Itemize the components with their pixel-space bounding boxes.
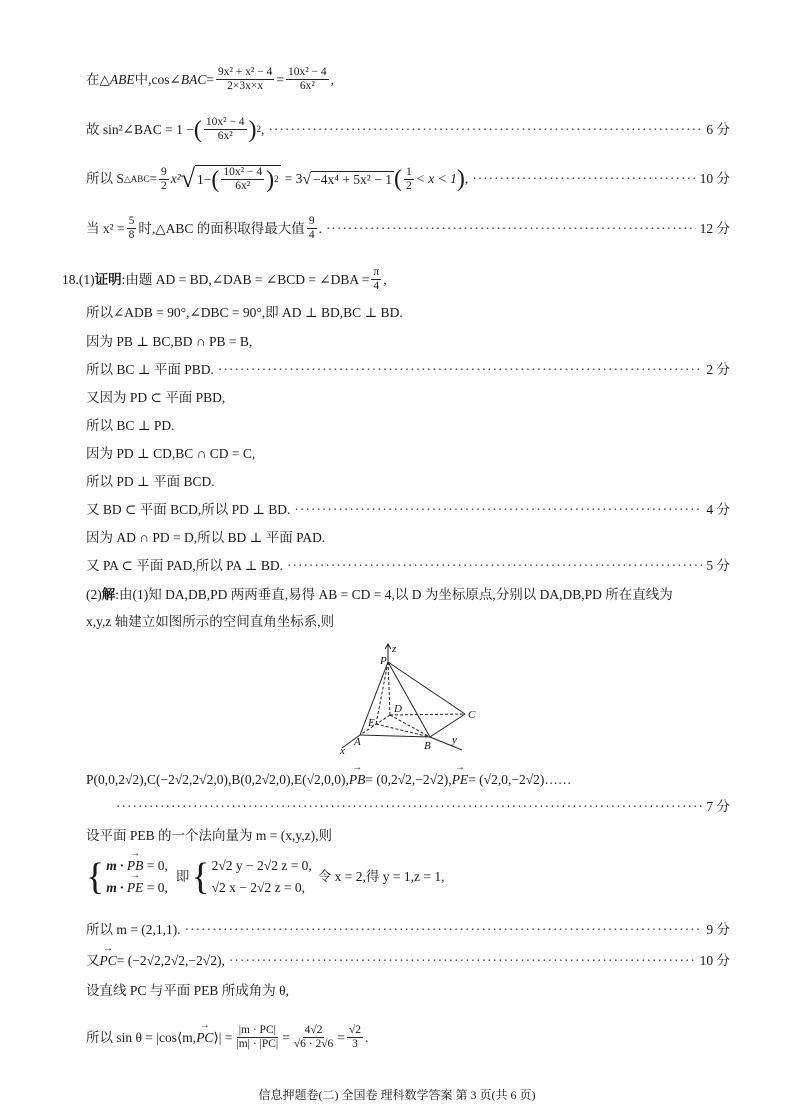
fraction bbox=[216, 66, 274, 93]
proof-label: 证明 bbox=[94, 271, 122, 287]
text: = 0, bbox=[143, 858, 168, 873]
brace: { bbox=[86, 856, 105, 899]
text: 所以 PD ⊥ 平面 BCD. bbox=[86, 474, 215, 489]
numerator: 1 bbox=[404, 166, 414, 180]
sin-theta-line bbox=[86, 1024, 730, 1051]
fraction bbox=[127, 215, 137, 242]
text: 即 bbox=[175, 869, 190, 885]
leader-dots bbox=[218, 362, 703, 378]
denominator: 2 bbox=[405, 179, 412, 192]
part2-head-cont bbox=[86, 614, 730, 630]
text: 设直线 PC 与平面 PEB 所成角为 θ, bbox=[86, 983, 289, 998]
score: 6 分 bbox=[706, 121, 730, 137]
text: 在△ bbox=[86, 71, 110, 87]
line-cos-bac bbox=[86, 66, 730, 93]
edge-pd bbox=[388, 662, 390, 715]
text: = bbox=[206, 71, 214, 87]
pc-vector-line bbox=[86, 953, 730, 969]
leader-dots bbox=[185, 922, 703, 938]
numerator: π bbox=[371, 266, 381, 280]
fraction bbox=[292, 1024, 335, 1051]
vector-pe: → PE bbox=[452, 772, 469, 788]
numerator: 9 bbox=[159, 166, 169, 180]
radical: √ bbox=[180, 164, 196, 194]
leader-dots bbox=[294, 502, 702, 518]
text: 所以 S bbox=[86, 171, 124, 187]
system-left bbox=[86, 856, 168, 899]
coords-line bbox=[86, 772, 730, 788]
proof-line bbox=[86, 362, 730, 378]
numerator: 10x² − 4 bbox=[286, 66, 329, 80]
label-x: x bbox=[340, 745, 345, 755]
paren: ) bbox=[266, 166, 275, 193]
text: 2√2 y − 2√2 z = 0, bbox=[211, 858, 312, 873]
label-d: D bbox=[394, 703, 402, 715]
denominator: 2 bbox=[160, 179, 167, 192]
text: , bbox=[383, 271, 387, 287]
proof-line bbox=[86, 446, 730, 462]
text: 所以 m = (2,1,1). bbox=[86, 922, 181, 937]
vector-pc: → PC bbox=[196, 1030, 213, 1046]
denominator: |m| · |PC| bbox=[236, 1038, 279, 1051]
proof-line bbox=[86, 305, 730, 321]
pyramid-diagram bbox=[330, 640, 490, 755]
text: ⟩| = bbox=[213, 1029, 233, 1045]
paren: ( bbox=[211, 166, 220, 193]
fraction bbox=[347, 1024, 363, 1051]
edge-ab bbox=[360, 735, 430, 737]
text: :由题 AD = BD,∠DAB = ∠BCD = ∠DBA = bbox=[121, 271, 370, 287]
text: 所以 BC ⊥ 平面 PBD. bbox=[86, 362, 214, 377]
page-footer: 信息押题卷(二) 全国卷 理科数学答案 第 3 页(共 6 页) bbox=[258, 1088, 536, 1102]
m-result-line bbox=[86, 922, 730, 938]
text: P(0,0,2√2),C(−2√2,2√2,0),B(0,2√2,0),E(√2,0,0), bbox=[86, 772, 349, 787]
fraction bbox=[204, 116, 247, 143]
numerator: 9 bbox=[307, 215, 317, 229]
numerator: |m · PC| bbox=[237, 1024, 278, 1038]
text: = (0,2√2,−2√2), bbox=[365, 772, 452, 787]
denominator: √6 · 2√6 bbox=[293, 1038, 334, 1051]
fraction bbox=[371, 266, 381, 293]
text: 因为 PD ⊥ CD,BC ∩ CD = C, bbox=[86, 446, 256, 461]
question-number: 18.(1) bbox=[62, 271, 95, 287]
denominator: 4 bbox=[373, 280, 380, 293]
fraction bbox=[307, 215, 317, 242]
text: (2) bbox=[86, 587, 102, 602]
text: 令 x = 2,得 y = 1,z = 1, bbox=[317, 869, 445, 885]
text: 因为 AD ∩ PD = D,所以 BD ⊥ 平面 PAD. bbox=[86, 530, 326, 545]
system-right bbox=[191, 856, 312, 899]
label-c: C bbox=[468, 709, 476, 721]
text: BAC bbox=[180, 71, 207, 87]
text: m · bbox=[106, 858, 127, 873]
fraction bbox=[404, 166, 414, 193]
denominator: 6x² bbox=[217, 130, 233, 143]
text: 又因为 PD ⊂ 平面 PBD, bbox=[86, 390, 226, 405]
vector-pe: → PE bbox=[127, 880, 144, 896]
text: . bbox=[365, 1029, 369, 1045]
proof-line bbox=[86, 474, 730, 490]
proof-line bbox=[86, 502, 730, 518]
score: 4 分 bbox=[706, 502, 730, 517]
text: ABE bbox=[109, 71, 135, 87]
score: 12 分 bbox=[699, 220, 730, 236]
paren: ( bbox=[193, 116, 202, 143]
text: = (√2,0,−2√2)…… bbox=[468, 772, 572, 787]
denominator: 6x² bbox=[299, 80, 315, 93]
text: = 0, bbox=[143, 880, 168, 896]
score: 9 分 bbox=[706, 922, 730, 937]
numerator: 9x² + x² − 4 bbox=[216, 66, 274, 80]
label-y: y bbox=[452, 734, 457, 746]
numerator: √2 bbox=[347, 1024, 363, 1038]
pyramid-figure bbox=[330, 640, 490, 759]
edge-bc bbox=[430, 714, 465, 737]
proof-line bbox=[86, 334, 730, 350]
proof-line bbox=[86, 418, 730, 434]
text: 故 sin²∠BAC = 1 − bbox=[86, 121, 194, 137]
part2-head bbox=[86, 587, 730, 603]
sqrt-body bbox=[195, 165, 281, 193]
exponent: 2 bbox=[274, 174, 279, 185]
text: = 3 bbox=[284, 171, 303, 187]
text: :由(1)知 DA,DB,PD 两两垂直,易得 AB = CD = 4,以 D 为坐标原点,分别以 DA,DB,PD 所在直线为 bbox=[115, 587, 673, 602]
theta-line bbox=[86, 983, 730, 999]
fraction bbox=[286, 66, 329, 93]
edge-eb bbox=[376, 724, 430, 737]
text: = bbox=[282, 1029, 290, 1045]
text: 设平面 PEB 的一个法向量为 m = (x,y,z),则 bbox=[86, 828, 332, 843]
leader-dots bbox=[116, 799, 702, 815]
paren: ) bbox=[248, 116, 257, 143]
denominator: 4 bbox=[308, 229, 315, 242]
text: √2 x − 2√2 z = 0, bbox=[211, 880, 306, 896]
numerator: 10x² − 4 bbox=[221, 166, 264, 180]
denominator: 6x² bbox=[235, 180, 251, 193]
coords-score-line bbox=[86, 799, 730, 815]
line-max-area: 当 x² = $\frac{5}{8}$ 时,△ABC 的面积取得最大值 $\frac{9}{4}$ . ····· 12 分 bbox=[86, 215, 730, 242]
denominator: 3 bbox=[352, 1038, 358, 1051]
score: 10 分 bbox=[699, 953, 730, 968]
text: 因为 PB ⊥ BC,BD ∩ PB = B, bbox=[86, 334, 253, 349]
text: 时,△ABC 的面积取得最大值 bbox=[138, 220, 305, 236]
y-axis bbox=[430, 737, 462, 750]
edge-da bbox=[360, 715, 390, 735]
vector-pb: → PB bbox=[349, 772, 366, 788]
text: = (−2√2,2√2,−2√2), bbox=[116, 953, 225, 968]
fraction bbox=[234, 1024, 280, 1051]
normal-vector-line bbox=[86, 828, 730, 844]
solution-label: 解 bbox=[101, 587, 116, 602]
text: = bbox=[149, 171, 157, 187]
subscript: △ABC bbox=[123, 173, 150, 184]
label-e: E bbox=[368, 717, 375, 729]
label-p: P bbox=[380, 655, 387, 667]
equation-system bbox=[86, 856, 730, 899]
text: x,y,z 轴建立如图所示的空间直角坐标系,则 bbox=[86, 614, 335, 629]
text: < x < 1 bbox=[415, 171, 457, 187]
numerator: 4√2 bbox=[303, 1024, 325, 1038]
edge-pe bbox=[376, 662, 388, 724]
text: 所以∠ADB = 90°,∠DBC = 90°,即 AD ⊥ BD,BC ⊥ BD. bbox=[86, 305, 403, 320]
paren: ( bbox=[393, 166, 402, 193]
text: 中,cos∠ bbox=[134, 71, 181, 87]
numerator: 5 bbox=[127, 215, 137, 229]
text: 所以 BC ⊥ PD. bbox=[86, 418, 175, 433]
text: 又 PA ⊂ 平面 PAD,所以 PA ⊥ BD. bbox=[86, 558, 283, 573]
proof-line bbox=[86, 390, 730, 406]
sqrt-body: −4x⁴ + 5x² − 1 bbox=[313, 171, 392, 187]
denominator: 8 bbox=[128, 229, 135, 242]
fraction bbox=[159, 166, 169, 193]
text: 1− bbox=[197, 171, 212, 187]
radical: √ bbox=[302, 170, 312, 188]
proof-line bbox=[86, 530, 730, 546]
text: x² bbox=[170, 171, 181, 187]
leader-dots bbox=[268, 122, 702, 138]
proof-line bbox=[86, 558, 730, 574]
text: 所以 sin θ = |cos⟨m, bbox=[86, 1029, 197, 1045]
leader-dots bbox=[229, 953, 696, 969]
text: 当 x² = bbox=[86, 220, 125, 236]
leader-dots bbox=[326, 221, 696, 237]
paren: ) bbox=[456, 166, 465, 193]
label-z: z bbox=[392, 643, 397, 655]
score: 5 分 bbox=[706, 558, 730, 573]
q18-part1-head bbox=[62, 266, 730, 293]
numerator: 10x² − 4 bbox=[204, 116, 247, 130]
label-b: B bbox=[424, 740, 431, 752]
fraction bbox=[221, 166, 264, 193]
brace: { bbox=[191, 856, 210, 899]
label-a: A bbox=[354, 736, 361, 748]
text: 又 bbox=[86, 953, 100, 968]
text: = bbox=[276, 71, 284, 87]
denominator: 2×3x×x bbox=[227, 80, 264, 93]
score: 2 分 bbox=[706, 362, 730, 377]
text: , bbox=[330, 71, 335, 87]
exponent: 2 bbox=[256, 124, 262, 135]
leader-dots bbox=[472, 171, 695, 187]
vector-pb: → PB bbox=[127, 858, 144, 874]
score: 10 分 bbox=[699, 171, 730, 187]
leader-dots bbox=[287, 558, 702, 574]
text: = bbox=[337, 1029, 345, 1045]
text: m · bbox=[106, 880, 127, 896]
line-area-formula: 所以 S △ABC = $\frac{9}{2}$ x² √ 1− ( $\frac{\text{10x² − 4}}{\text{6x²}}$ ) 2 = 3 √ −4x⁴ + 5x² − 1 ( $\frac{1}{2}$ < x < 1 ) , ····· 10 分 bbox=[86, 165, 730, 193]
vector-pc: → PC bbox=[100, 953, 117, 969]
score: 7 分 bbox=[706, 799, 730, 814]
text: 又 BD ⊂ 平面 BCD,所以 PD ⊥ BD. bbox=[86, 502, 291, 517]
line-sin2-bac: 故 sin²∠BAC = 1 − ( $\frac{\text{10x² − 4}}{\text{6x²}}$ ) 2 , ····· 6 分 bbox=[86, 116, 730, 143]
